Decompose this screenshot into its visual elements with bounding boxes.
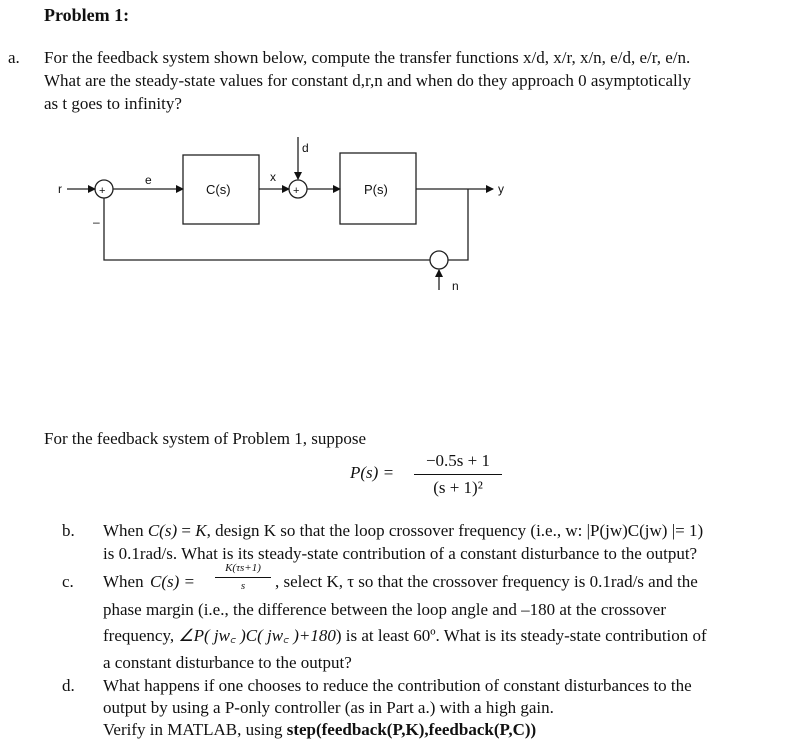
- part-c-numerator: K(τs+1): [225, 562, 261, 574]
- part-b-line-1-rest: , design K so that the loop crossover frequency (i.e., w: |P(jw)C(jw) |= 1): [206, 521, 704, 540]
- part-d-line-1: What happens if one chooses to reduce the contribution of constant disturbances to the: [103, 676, 692, 695]
- label-y: y: [498, 182, 504, 196]
- controller-label: C(s): [206, 182, 231, 197]
- part-c-letter: c.: [62, 572, 74, 591]
- part-c-denominator: s: [240, 580, 246, 592]
- label-plus-1: +: [99, 185, 106, 197]
- part-b-cs: C(s): [147, 521, 178, 540]
- part-d-matlab-code: step(feedback(P,K),feedback(P,C)): [286, 720, 537, 739]
- label-r: r: [58, 182, 62, 196]
- part-c-line-1-rest: , select K, τ so that the crossover frequency is 0.1rad/s and the: [275, 572, 698, 591]
- label-plus-2: +: [293, 185, 300, 197]
- part-b-line-1: [103, 520, 703, 542]
- label-e: e: [145, 173, 152, 187]
- block-diagram: [0, 0, 807, 330]
- label-d: d: [302, 141, 309, 155]
- plant-eq-numerator: −0.5s + 1: [425, 451, 491, 470]
- feedback-path-left: [104, 198, 430, 260]
- part-c-line-2: phase margin (i.e., the difference between the loop angle and –180 at the crossover: [103, 600, 667, 619]
- part-b-letter: b.: [62, 521, 75, 540]
- part-d-line-2: output by using a P-only controller (as in Part a.) with a high gain.: [103, 698, 554, 717]
- part-c-cs: C(s) =: [150, 572, 195, 591]
- part-b-k: K: [195, 521, 207, 540]
- part-c-line-3-post: ) is at least 60º. What is its steady-state contribution of: [335, 626, 707, 645]
- part-a-line-1: For the feedback system shown below, compute the transfer functions x/d, x/r, x/n, e/d, e/r, e/n.: [44, 48, 691, 67]
- part-c-line-3: [103, 625, 707, 647]
- part-c-when: When: [103, 572, 144, 591]
- plant-eq-fraction-bar: [414, 474, 502, 475]
- label-n: n: [452, 279, 459, 293]
- part-c-line-3-pre: frequency,: [103, 626, 179, 645]
- label-x: x: [270, 170, 276, 184]
- part-d-line-3-pre: Verify in MATLAB, using: [103, 720, 287, 739]
- part-d-line-3: [103, 719, 536, 741]
- part-c-fraction-bar: [215, 577, 271, 578]
- part-d-letter: d.: [62, 676, 75, 695]
- label-minus: –: [93, 215, 100, 229]
- plant-eq-lhs: P(s) =: [350, 463, 395, 482]
- part-c-phase-expr: ∠P( jw꜀ )C( jw꜀ )+180: [178, 626, 336, 645]
- part-a-letter: a.: [8, 48, 20, 67]
- suppose-text: For the feedback system of Problem 1, suppose: [44, 429, 366, 448]
- problem-title: Problem 1:: [44, 5, 130, 25]
- part-b-when: When: [103, 521, 148, 540]
- part-b-line-2: is 0.1rad/s. What is its steady-state contribution of a constant disturbance to the output?: [103, 544, 698, 563]
- part-c-line-4: a constant disturbance to the output?: [103, 653, 352, 672]
- plant-label: P(s): [364, 182, 388, 197]
- part-b-eq: =: [177, 521, 196, 540]
- plant-eq-denominator: (s + 1)²: [433, 478, 483, 497]
- feedback-path-right: [448, 189, 468, 260]
- noise-sum-junction: [430, 251, 448, 269]
- part-a-line-3: as t goes to infinity?: [44, 94, 182, 113]
- part-a-line-2: What are the steady-state values for constant d,r,n and when do they approach 0 asymptotically: [44, 71, 691, 90]
